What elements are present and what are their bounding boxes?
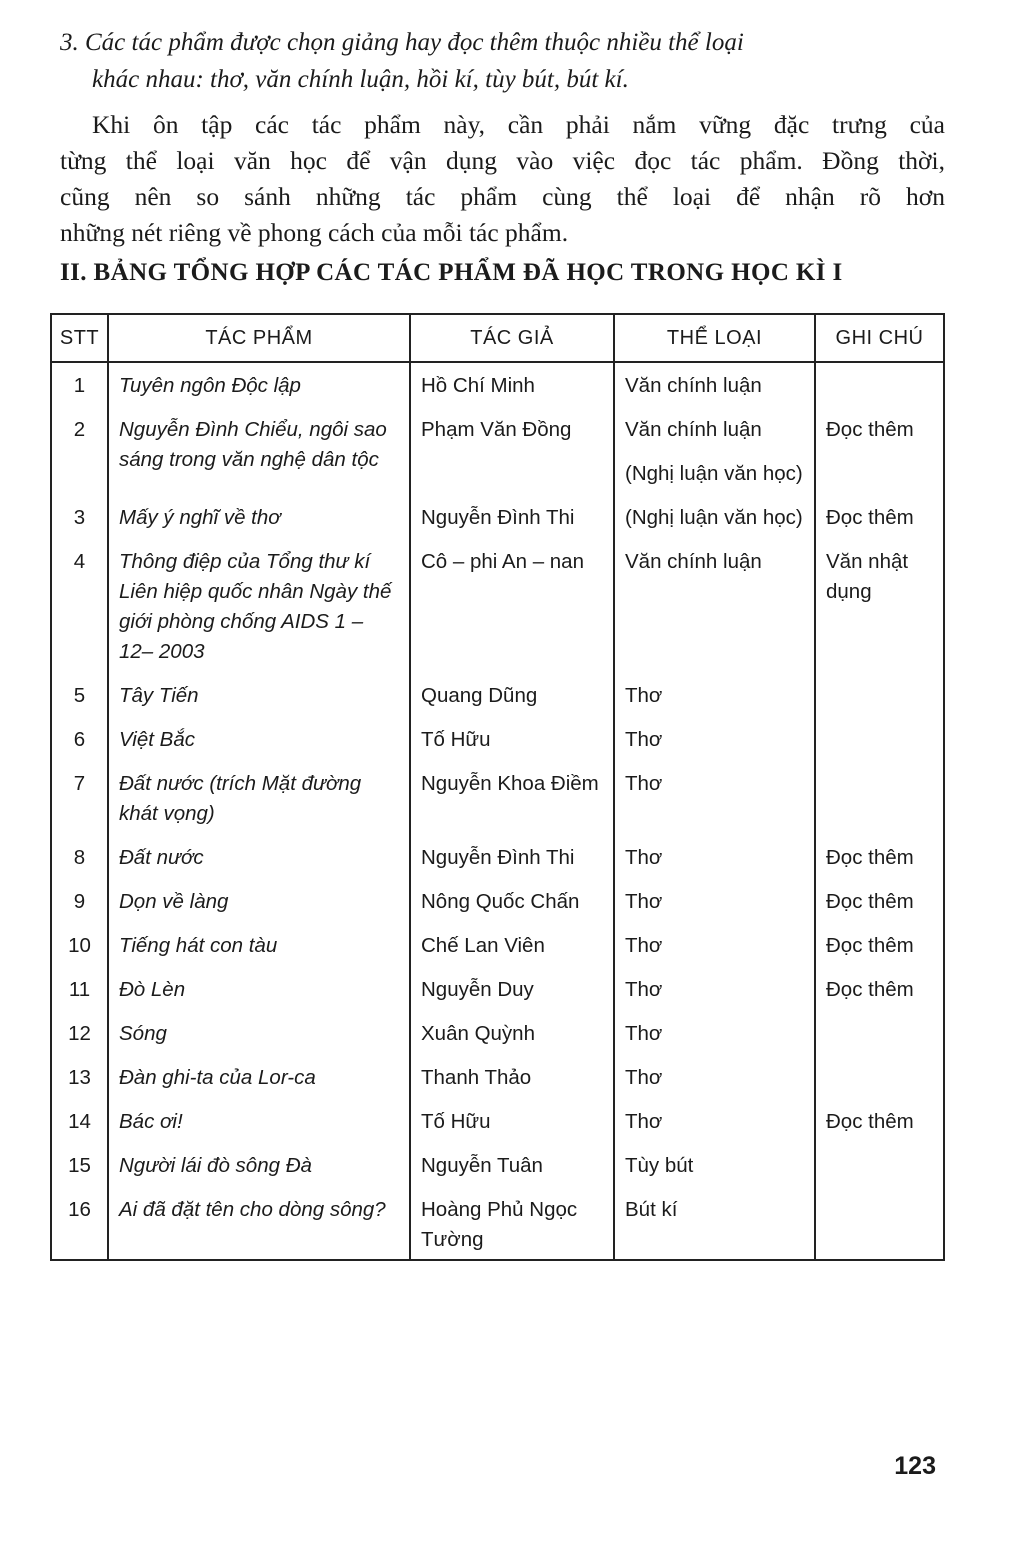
paragraph-line-2: từng thể loại văn học để vận dụng vào việc đọc tác phẩm. Đồng thời, — [60, 146, 945, 175]
row-work-title-text: Đất nước (trích Mặt đường khát vọng) — [119, 772, 362, 825]
row-author — [410, 1144, 614, 1188]
row-author — [410, 408, 614, 496]
row-stt — [51, 674, 108, 718]
row-genre — [614, 408, 815, 496]
row-work-title-text: Người lái đò sông Đà — [119, 1154, 312, 1177]
row-stt-text: 16 — [68, 1198, 91, 1221]
row-work-title-text: Việt Bắc — [119, 728, 195, 751]
row-stt-text: 12 — [68, 1022, 91, 1045]
row-note — [815, 540, 944, 674]
row-stt — [51, 496, 108, 540]
row-stt — [51, 1100, 108, 1144]
row-stt-text: 3 — [73, 506, 86, 529]
row-work-title-text: Tuyên ngôn Độc lập — [119, 374, 301, 397]
row-author — [410, 880, 614, 924]
row-work-title — [108, 880, 410, 924]
row-genre-text: Thơ — [625, 934, 663, 957]
row-author-text: Tố Hữu — [421, 1110, 491, 1133]
row-author-text: Cô – phi An – nan — [421, 550, 584, 573]
table-row — [51, 924, 944, 968]
row-author-text: Tố Hữu — [421, 728, 491, 751]
row-work-title — [108, 718, 410, 762]
row-stt — [51, 762, 108, 836]
row-genre — [614, 968, 815, 1012]
row-author — [410, 836, 614, 880]
row-work-title — [108, 1144, 410, 1188]
row-stt-text: 8 — [73, 846, 86, 869]
row-genre-text: Bút kí — [625, 1198, 678, 1221]
row-note — [815, 362, 944, 408]
row-author-text: Xuân Quỳnh — [421, 1022, 535, 1045]
table-row — [51, 968, 944, 1012]
row-author-text: Nông Quốc Chấn — [421, 890, 580, 913]
table-row — [51, 1056, 944, 1100]
paragraph-line-4: những nét riêng về phong cách của mỗi tác phẩm. — [60, 218, 569, 247]
row-note — [815, 924, 944, 968]
works-summary-table — [50, 313, 945, 1261]
row-note — [815, 968, 944, 1012]
row-author — [410, 1100, 614, 1144]
row-genre — [614, 924, 815, 968]
paragraph-line-3: cũng nên so sánh những tác phẩm cùng thể loại để nhận rõ hơn — [60, 182, 945, 211]
row-genre-text: Tùy bút — [625, 1154, 694, 1177]
row-genre-text: (Nghị luận văn học) — [625, 506, 803, 529]
row-stt-text: 7 — [73, 772, 86, 795]
row-note-text: Đọc thêm — [826, 1110, 914, 1133]
row-genre-text: Văn chính luận — [625, 374, 762, 397]
row-work-title — [108, 1100, 410, 1144]
row-note — [815, 1012, 944, 1056]
table-row — [51, 408, 944, 496]
row-author-text: Hồ Chí Minh — [421, 374, 535, 397]
row-stt-text: 14 — [68, 1110, 91, 1133]
row-genre — [614, 762, 815, 836]
row-stt-text: 9 — [73, 890, 86, 913]
row-stt-text: 1 — [73, 374, 86, 397]
row-genre-text: Thơ — [625, 1066, 663, 1089]
row-note-text: Đọc thêm — [826, 890, 914, 913]
row-stt-text: 2 — [73, 418, 86, 441]
row-work-title — [108, 674, 410, 718]
row-work-title — [108, 496, 410, 540]
row-stt-text: 6 — [73, 728, 86, 751]
table-row — [51, 496, 944, 540]
row-genre-text: Thơ — [625, 1022, 663, 1045]
table-row — [51, 674, 944, 718]
header-stt: STT — [51, 314, 108, 362]
row-note-text: Đọc thêm — [826, 934, 914, 957]
row-work-title-text: Thông điệp của Tổng thư kí Liên hiệp quốc nhân Ngày thế giới phòng chống AIDS 1 – 12– 2003 — [119, 550, 392, 663]
row-genre — [614, 718, 815, 762]
row-work-title — [108, 762, 410, 836]
row-stt — [51, 924, 108, 968]
row-note — [815, 496, 944, 540]
row-author — [410, 924, 614, 968]
row-work-title-text: Ai đã đặt tên cho dòng sông? — [119, 1198, 386, 1221]
row-note — [815, 718, 944, 762]
row-stt — [51, 968, 108, 1012]
row-work-title-text: Bác ơi! — [119, 1110, 183, 1133]
row-author-text: Nguyễn Duy — [421, 978, 534, 1001]
row-genre-subtype: (Nghị luận văn học) — [625, 462, 803, 485]
row-work-title-text: Sóng — [119, 1022, 167, 1045]
review-paragraph — [60, 107, 945, 251]
row-genre — [614, 1056, 815, 1100]
row-note — [815, 880, 944, 924]
table-row — [51, 1100, 944, 1144]
row-note-text: Văn nhật dụng — [826, 550, 909, 603]
table-row — [51, 1144, 944, 1188]
row-genre — [614, 496, 815, 540]
row-author — [410, 1188, 614, 1260]
row-stt — [51, 880, 108, 924]
row-genre-text: Thơ — [625, 684, 663, 707]
row-work-title — [108, 540, 410, 674]
row-genre — [614, 880, 815, 924]
table-row — [51, 1012, 944, 1056]
row-genre-text: Thơ — [625, 978, 663, 1001]
row-author-text: Nguyễn Khoa Điềm — [421, 772, 599, 795]
row-stt-text: 4 — [73, 550, 86, 573]
row-note-text: Đọc thêm — [826, 506, 914, 529]
row-author — [410, 540, 614, 674]
row-stt — [51, 362, 108, 408]
row-note — [815, 1100, 944, 1144]
table-row — [51, 1188, 944, 1260]
row-genre — [614, 836, 815, 880]
row-author — [410, 362, 614, 408]
page-number: 123 — [894, 1452, 936, 1480]
row-genre-text: Văn chính luận — [625, 550, 762, 573]
row-work-title — [108, 1188, 410, 1260]
row-work-title-text: Dọn về làng — [119, 890, 229, 913]
row-note — [815, 1144, 944, 1188]
row-author — [410, 674, 614, 718]
row-stt — [51, 1012, 108, 1056]
row-genre — [614, 540, 815, 674]
row-genre — [614, 1100, 815, 1144]
table-row — [51, 762, 944, 836]
row-genre — [614, 674, 815, 718]
row-author-text: Hoàng Phủ Ngọc Tường — [421, 1198, 578, 1251]
row-stt — [51, 1188, 108, 1260]
row-note — [815, 1188, 944, 1260]
row-work-title — [108, 408, 410, 496]
row-work-title-text: Tây Tiến — [119, 684, 199, 707]
row-author-text: Thanh Thảo — [421, 1066, 532, 1089]
row-stt-text: 13 — [68, 1066, 91, 1089]
row-genre-text: Thơ — [625, 890, 663, 913]
row-author-text: Nguyễn Tuân — [421, 1154, 543, 1177]
row-author — [410, 718, 614, 762]
row-note — [815, 836, 944, 880]
row-author-text: Nguyễn Đình Thi — [421, 506, 575, 529]
row-note-text: Đọc thêm — [826, 418, 914, 441]
row-work-title — [108, 1012, 410, 1056]
row-note — [815, 408, 944, 496]
numbered-item-3 — [60, 24, 945, 98]
row-genre-text: Văn chính luận — [625, 418, 762, 441]
item-3-line-2: khác nhau: thơ, văn chính luận, hồi kí, tùy bút, bút kí. — [92, 66, 629, 93]
row-work-title — [108, 968, 410, 1012]
row-author — [410, 762, 614, 836]
row-note-text: Đọc thêm — [826, 978, 914, 1001]
row-author-text: Chế Lan Viên — [421, 934, 545, 957]
row-author-text: Quang Dũng — [421, 684, 538, 707]
row-stt — [51, 1056, 108, 1100]
row-genre-text: Thơ — [625, 728, 663, 751]
table-body — [51, 362, 944, 1260]
row-author — [410, 1012, 614, 1056]
table-row — [51, 718, 944, 762]
paragraph-line-1: Khi ôn tập các tác phẩm này, cần phải nắm vững đặc trưng của — [92, 110, 945, 139]
header-genre: THỂ LOẠI — [614, 314, 815, 362]
row-stt — [51, 540, 108, 674]
row-stt — [51, 408, 108, 496]
table-row — [51, 836, 944, 880]
row-genre — [614, 362, 815, 408]
row-author — [410, 496, 614, 540]
row-stt-text: 11 — [68, 978, 91, 1001]
row-author — [410, 1056, 614, 1100]
table-row — [51, 362, 944, 408]
section-heading: II. BẢNG TỔNG HỢP CÁC TÁC PHẨM ĐÃ HỌC TRONG HỌC KÌ I — [60, 259, 843, 286]
header-note: GHI CHÚ — [815, 314, 944, 362]
row-stt — [51, 718, 108, 762]
row-author — [410, 968, 614, 1012]
table-row — [51, 540, 944, 674]
row-work-title — [108, 1056, 410, 1100]
row-work-title — [108, 362, 410, 408]
row-note-text: Đọc thêm — [826, 846, 914, 869]
row-author-text: Phạm Văn Đồng — [421, 418, 572, 441]
row-stt — [51, 1144, 108, 1188]
header-author: TÁC GIẢ — [410, 314, 614, 362]
row-genre-text: Thơ — [625, 846, 663, 869]
row-genre — [614, 1188, 815, 1260]
row-note — [815, 674, 944, 718]
row-stt — [51, 836, 108, 880]
row-note — [815, 762, 944, 836]
row-genre-text: Thơ — [625, 1110, 663, 1133]
row-genre — [614, 1144, 815, 1188]
row-work-title — [108, 924, 410, 968]
row-work-title-text: Đò Lèn — [119, 978, 186, 1001]
row-genre — [614, 1012, 815, 1056]
row-work-title-text: Đàn ghi-ta của Lor-ca — [119, 1066, 316, 1089]
table-row — [51, 880, 944, 924]
row-stt-text: 15 — [68, 1154, 91, 1177]
row-work-title-text: Tiếng hát con tàu — [119, 934, 278, 957]
row-stt-text: 10 — [68, 934, 91, 957]
row-author-text: Nguyễn Đình Thi — [421, 846, 575, 869]
table-header-row — [51, 314, 944, 362]
row-stt-text: 5 — [73, 684, 86, 707]
row-work-title-text: Đất nước — [119, 846, 204, 869]
row-work-title-text: Mấy ý nghĩ về thơ — [119, 506, 281, 529]
row-work-title-text: Nguyễn Đình Chiểu, ngôi sao sáng trong văn nghệ dân tộc — [119, 418, 387, 471]
row-genre-text: Thơ — [625, 772, 663, 795]
item-3-line-1: 3. Các tác phẩm được chọn giảng hay đọc thêm thuộc nhiều thể loại — [60, 29, 744, 56]
header-work: TÁC PHẨM — [108, 314, 410, 362]
row-note — [815, 1056, 944, 1100]
row-work-title — [108, 836, 410, 880]
